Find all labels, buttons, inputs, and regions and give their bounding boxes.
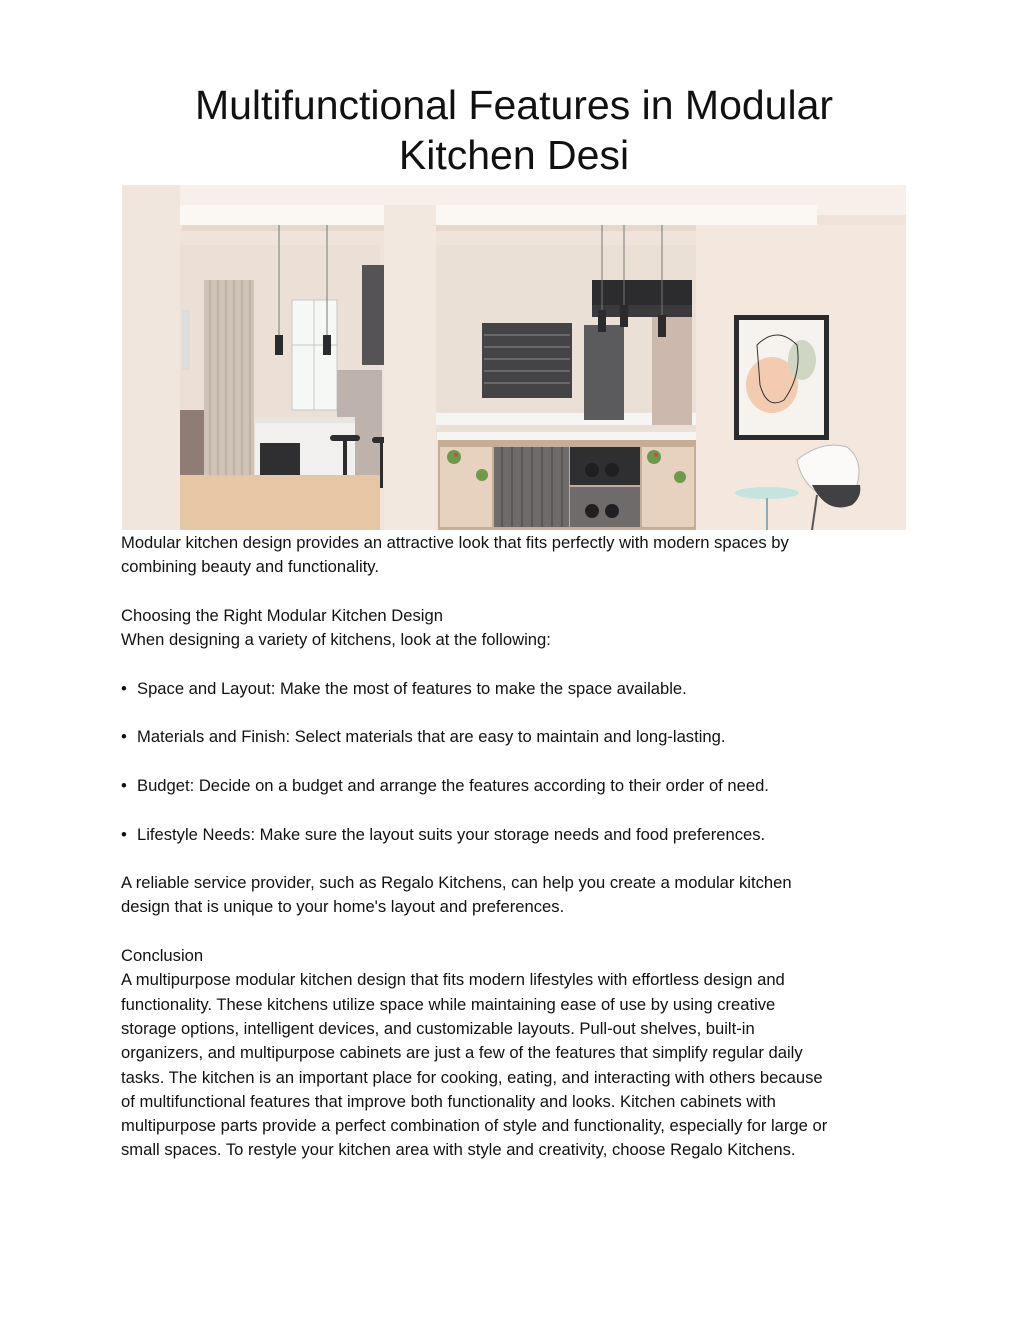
conclusion-line: multipurpose parts provide a perfect combination of style and functionality, especially for large or bbox=[121, 1116, 828, 1136]
provider-line-2: design that is unique to your home's layout and preferences. bbox=[121, 897, 565, 917]
list-item bbox=[121, 774, 921, 798]
bullet-icon: • bbox=[121, 824, 127, 844]
bullet-text: Materials and Finish: Select materials that are easy to maintain and long-lasting. bbox=[137, 727, 726, 747]
page-title bbox=[122, 80, 906, 180]
title-line-2: Kitchen Desi bbox=[398, 132, 630, 178]
body-text bbox=[121, 531, 921, 1163]
conclusion-line: functionality. These kitchens utilize space while maintaining ease of use by using creative bbox=[121, 994, 776, 1014]
conclusion-line: of multifunctional features that improve both functionality and looks. Kitchen cabinets with bbox=[121, 1091, 776, 1111]
conclusion-heading: Conclusion bbox=[121, 946, 204, 966]
list-item bbox=[121, 677, 921, 701]
section-lead: When designing a variety of kitchens, look at the following: bbox=[121, 630, 551, 650]
conclusion-line: small spaces. To restyle your kitchen area with style and creativity, choose Regalo Kitchens. bbox=[121, 1140, 796, 1160]
bullet-icon: • bbox=[121, 678, 127, 698]
bullet-icon: • bbox=[121, 727, 127, 747]
bullet-text: Lifestyle Needs: Make sure the layout suits your storage needs and food preferences. bbox=[137, 824, 766, 844]
conclusion-line: tasks. The kitchen is an important place for cooking, eating, and interacting with others because bbox=[121, 1067, 823, 1087]
bullet-text: Budget: Decide on a budget and arrange the features according to their order of need. bbox=[137, 775, 769, 795]
provider-line-1: A reliable service provider, such as Regalo Kitchens, can help you create a modular kitchen bbox=[121, 873, 792, 893]
conclusion-line: A multipurpose modular kitchen design that fits modern lifestyles with effortless design and bbox=[121, 970, 785, 990]
intro-line-1: Modular kitchen design provides an attractive look that fits perfectly with modern spaces by bbox=[121, 533, 789, 552]
conclusion-line: storage options, intelligent devices, and customizable layouts. Pull-out shelves, built-in bbox=[121, 1018, 755, 1038]
section-heading: Choosing the Right Modular Kitchen Design bbox=[121, 605, 443, 625]
title-line-1: Multifunctional Features in Modular bbox=[194, 82, 834, 128]
bullet-icon: • bbox=[121, 775, 127, 795]
list-item bbox=[121, 725, 921, 749]
intro-line-2: combining beauty and functionality. bbox=[121, 557, 379, 577]
conclusion-line: organizers, and multipurpose cabinets are just a few of the features that simplify regular daily bbox=[121, 1043, 803, 1063]
kitchen-illustration bbox=[122, 185, 906, 530]
bullet-text: Space and Layout: Make the most of features to make the space available. bbox=[137, 678, 687, 698]
list-item bbox=[121, 823, 921, 847]
